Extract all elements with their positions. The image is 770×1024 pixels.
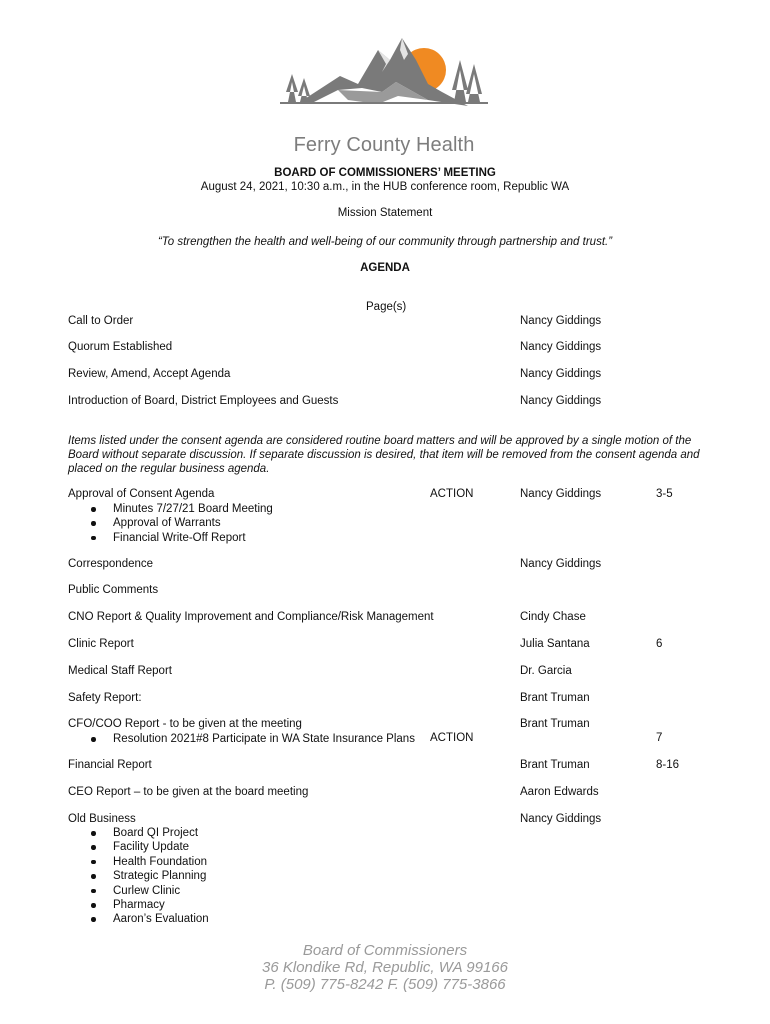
mountain-sun-logo-icon [278, 30, 490, 134]
consent-agenda-list [89, 502, 273, 545]
agenda-item-presenter: Brant Truman [520, 718, 590, 730]
list-item: Health Foundation [89, 855, 209, 869]
agenda-item-title: CEO Report – to be given at the board meeting [68, 786, 309, 798]
logo [278, 30, 490, 156]
pages-column-label: Page(s) [366, 301, 407, 313]
list-item: Resolution 2021#8 Participate in WA State Insurance Plans [89, 732, 415, 746]
meeting-title: BOARD OF COMMISSIONERS’ MEETING [274, 167, 496, 179]
old-business-list [89, 826, 209, 927]
agenda-item-title: Approval of Consent Agenda [68, 488, 215, 500]
list-item: Facility Update [89, 840, 209, 854]
agenda-item-pages: 7 [656, 732, 663, 744]
agenda-item-title: Old Business [68, 813, 136, 825]
agenda-item-presenter: Nancy Giddings [520, 395, 602, 407]
agenda-item-presenter: Nancy Giddings [520, 488, 602, 500]
agenda-item-pages: 8-16 [656, 759, 680, 771]
list-item: Strategic Planning [89, 869, 209, 883]
footer-phone-fax: P. (509) 775-8242 F. (509) 775-3866 [264, 976, 506, 993]
list-item: Financial Write-Off Report [89, 531, 273, 545]
agenda-item-pages: 3-5 [656, 488, 673, 500]
action-label: ACTION [430, 732, 474, 744]
agenda-item-presenter: Cindy Chase [520, 611, 586, 623]
list-item: Curlew Clinic [89, 884, 209, 898]
agenda-item-presenter: Aaron Edwards [520, 786, 599, 798]
consent-agenda-note: Items listed under the consent agenda are considered routine board matters and will be approved by a single motion of the Board without separate discussion. If separate discussion is desired, that item will be removed from the consent agenda and placed on the regular business agenda. [68, 435, 700, 475]
meeting-date-line: August 24, 2021, 10:30 a.m., in the HUB conference room, Republic WA [200, 181, 570, 193]
agenda-item-title: Safety Report: [68, 692, 142, 704]
agenda-item-presenter: Nancy Giddings [520, 813, 602, 825]
list-item: Board QI Project [89, 826, 209, 840]
list-item: Minutes 7/27/21 Board Meeting [89, 502, 273, 516]
footer-line-1: Board of Commissioners [302, 942, 468, 959]
mission-text: “To strengthen the health and well-being of our community through partnership and trust.” [157, 236, 613, 248]
agenda-item-pages: 6 [656, 638, 663, 650]
agenda-item-presenter: Julia Santana [520, 638, 590, 650]
mission-label: Mission Statement [337, 207, 433, 219]
agenda-item-presenter: Nancy Giddings [520, 368, 602, 380]
agenda-item-title: CFO/COO Report - to be given at the meeting [68, 718, 302, 730]
footer-address: 36 Klondike Rd, Republic, WA 99166 [262, 959, 508, 976]
agenda-item-title: CNO Report & Quality Improvement and Compliance/Risk Management [68, 611, 434, 623]
agenda-item-title: Correspondence [68, 558, 154, 570]
agenda-item-title: Public Comments [68, 584, 159, 596]
agenda-item-title: Quorum Established [68, 341, 173, 353]
agenda-item-title: Call to Order [68, 315, 134, 327]
agenda-item-title: Clinic Report [68, 638, 134, 650]
agenda-label: AGENDA [360, 262, 410, 274]
agenda-item-presenter: Dr. Garcia [520, 665, 572, 677]
cfo-report-list [89, 732, 415, 746]
list-item: Pharmacy [89, 898, 209, 912]
list-item: Approval of Warrants [89, 516, 273, 530]
agenda-item-presenter: Brant Truman [520, 692, 590, 704]
action-label: ACTION [430, 488, 474, 500]
agenda-item-title: Review, Amend, Accept Agenda [68, 368, 231, 380]
organization-name: Ferry County Health [293, 134, 475, 156]
agenda-item-presenter: Brant Truman [520, 759, 590, 771]
agenda-item-title: Introduction of Board, District Employees and Guests [68, 395, 339, 407]
agenda-item-title: Medical Staff Report [68, 665, 172, 677]
list-item: Aaron’s Evaluation [89, 912, 209, 926]
agenda-item-presenter: Nancy Giddings [520, 341, 602, 353]
agenda-item-title: Financial Report [68, 759, 152, 771]
agenda-item-presenter: Nancy Giddings [520, 558, 602, 570]
agenda-item-presenter: Nancy Giddings [520, 315, 602, 327]
